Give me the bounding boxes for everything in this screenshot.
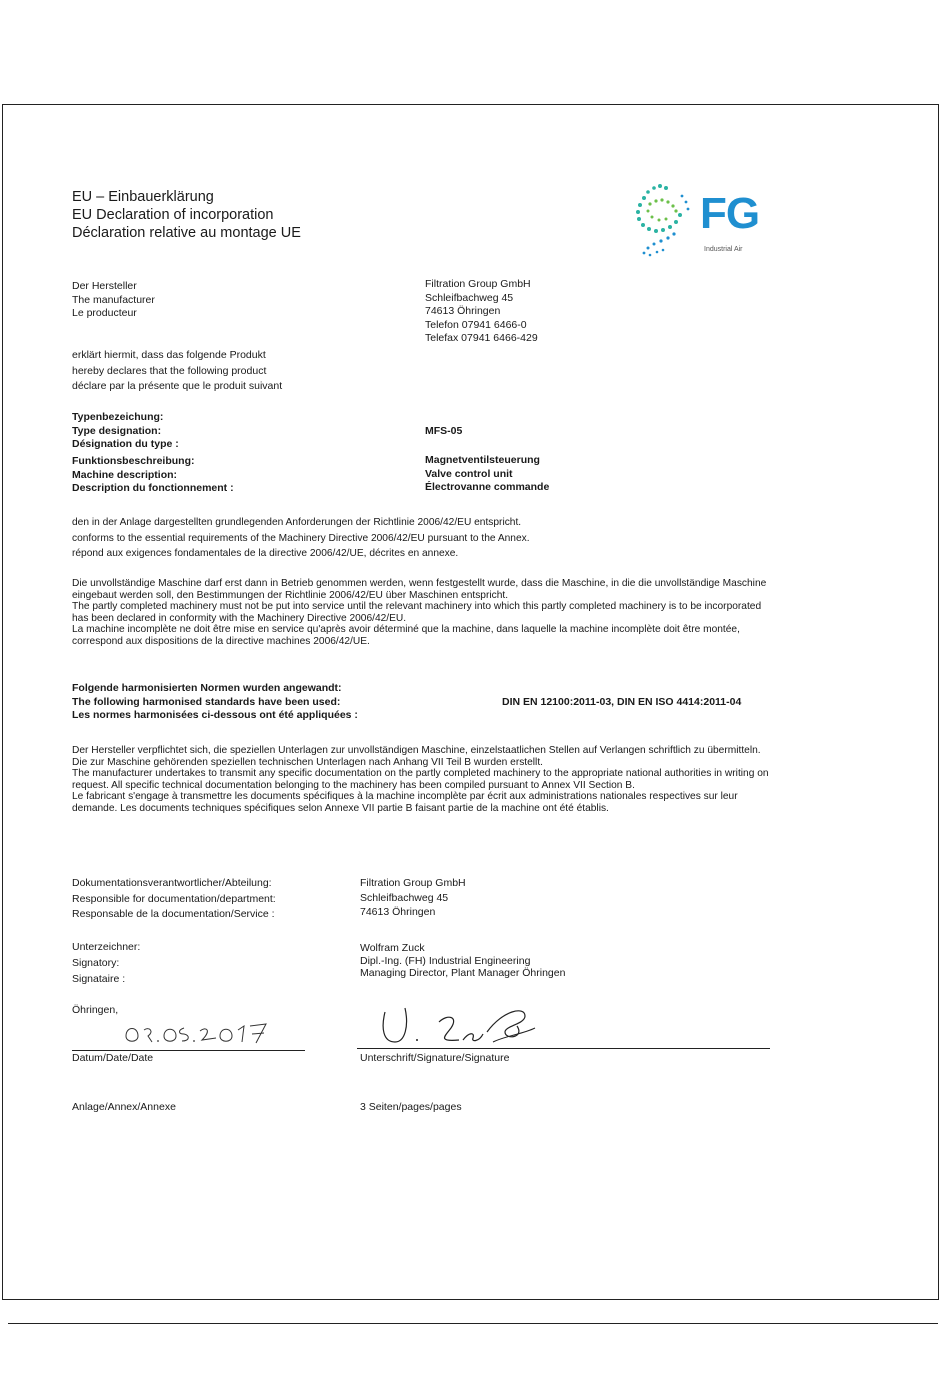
manufacturer-city: 74613 Öhringen [425, 305, 501, 318]
standards-label-en: The following harmonised standards have been used: [72, 695, 341, 708]
responsible-labels [72, 876, 276, 923]
signatory-degree: Dipl.-Ing. (FH) Industrial Engineering [360, 954, 531, 967]
declares-en: hereby declares that the following product [72, 364, 267, 377]
type-label-de: Typenbezeichung: [72, 411, 164, 423]
function-value-de: Magnetventilsteuerung [425, 454, 540, 466]
manufacturer-phone: Telefon 07941 6466-0 [425, 318, 527, 331]
signature-scribble [375, 1002, 545, 1052]
handwritten-date-scribble [122, 1016, 282, 1046]
responsible-street: Schleifbachweg 45 [360, 891, 449, 904]
incomplete-block [72, 578, 772, 648]
responsible-city: 74613 Öhringen [360, 906, 436, 918]
type-label-fr: Désignation du type : [72, 438, 179, 451]
declares-fr: déclare par la présente que le produit suivant [72, 380, 283, 392]
place-text: Öhringen, [72, 1004, 119, 1016]
signature-line [357, 1048, 770, 1049]
manufacturer-label-fr: Le producteur [72, 307, 137, 320]
signatory-name: Wolfram Zuck [360, 942, 425, 954]
documentation-de: Der Hersteller verpflichtet sich, die speziellen Unterlagen zur unvollständigen Maschine, einzelstaatlichen Stellen auf Verlangen schriftlich zu übermitteln. Die zur Maschine gehörenden speziellen technischen Unterlagen nach Anhang VII Teil B wurden erstellt. [72, 745, 761, 768]
title-block [72, 188, 301, 242]
annex-label: Anlage/Annex/Annexe [72, 1101, 176, 1113]
signatory-label-fr: Signataire : [72, 973, 126, 985]
manufacturer-address [425, 278, 538, 346]
responsible-label-fr: Responsable de la documentation/Service : [72, 908, 275, 920]
title-en: EU Declaration of incorporation [72, 207, 274, 223]
type-label-en: Type designation: [72, 424, 162, 437]
responsible-label-de: Dokumentationsverantwortlicher/Abteilung: [72, 877, 272, 889]
signatory-label-de: Unterzeichner: [72, 941, 141, 953]
manufacturer-fax: Telefax 07941 6466-429 [425, 332, 538, 345]
footer-divider [8, 1323, 938, 1324]
declares-de: erklärt hiermit, dass das folgende Produkt [72, 349, 266, 361]
function-label-fr: Description du fonctionnement : [72, 482, 234, 495]
title-de: EU – Einbauerklärung [72, 189, 214, 205]
function-label-en: Machine description: [72, 468, 178, 481]
type-value: MFS-05 [425, 425, 463, 437]
conforms-en: conforms to the essential requirements of the Machinery Directive 2006/42/EU pursuant to the Annex. [72, 532, 530, 544]
documentation-block [72, 745, 772, 815]
documentation-en: The manufacturer undertakes to transmit any specific documentation on the partly completed machinery to the appropriate national authorities in writing on request. All specific technical documentation belonging to the machinery has been compiled pursuant to Annex VII Section B. [72, 768, 769, 791]
date-line [72, 1050, 305, 1051]
incomplete-de: Die unvollständige Maschine darf erst dann in Betrieb genommen werden, wenn festgestellt wurde, dass die Maschine, in die die unvollständige Maschine eingebaut werden soll, den Bestimmungen der Richtlinie 2006/42/EU über Maschinen entspricht. [72, 578, 767, 601]
function-labels [72, 455, 234, 496]
standards-labels [72, 682, 358, 723]
signatory-label-en: Signatory: [72, 957, 120, 969]
function-values [425, 454, 549, 495]
incomplete-fr: La machine incomplète ne doit être mise en service qu'après avoir déterminé que la machine, dans laquelle la machine incomplète doit être montée, correspond aux dispositions de la directive machines 2006/42/UE. [72, 624, 740, 647]
standards-label-fr: Les normes harmonisées ci-dessous ont été appliquées : [72, 709, 358, 722]
declares-block [72, 348, 282, 395]
function-label-de: Funktionsbeschreibung: [72, 455, 195, 467]
logo-subtitle: Industrial Air [704, 246, 743, 253]
standards-label-de: Folgende harmonisierten Normen wurden angewandt: [72, 682, 342, 694]
handwritten-date [122, 1016, 282, 1051]
responsible-name: Filtration Group GmbH [360, 877, 466, 889]
manufacturer-label-en: The manufacturer [72, 293, 155, 306]
signatory-details [360, 942, 565, 980]
incomplete-en: The partly completed machinery must not be put into service until the relevant machinery into which this partly completed machinery is to be incorporated has been declared in conformity with the Machinery Directive 2006/42/EU. [72, 601, 762, 624]
title-fr: Déclaration relative au montage UE [72, 225, 301, 241]
date-label: Datum/Date/Date [72, 1052, 154, 1064]
function-value-en: Valve control unit [425, 467, 513, 480]
signatory-position: Managing Director, Plant Manager Öhringen [360, 967, 566, 979]
documentation-fr: Le fabricant s'engage à transmettre les documents spécifiques à la machine incomplète par écrit aux administrations nationales respectives sur leur demande. Les documents techniques spécifiques selon Annexe VII partie B faisant partie de la machine ont été établis. [72, 791, 738, 814]
manufacturer-labels [72, 280, 155, 321]
function-value-fr: Électrovanne commande [425, 481, 550, 494]
responsible-address [360, 876, 466, 920]
type-labels [72, 411, 179, 452]
standards-value: DIN EN 12100:2011-03, DIN EN ISO 4414:2011-04 [502, 696, 742, 708]
manufacturer-label-de: Der Hersteller [72, 280, 137, 292]
conforms-fr: répond aux exigences fondamentales de la directive 2006/42/UE, décrites en annexe. [72, 548, 459, 559]
signature-label: Unterschrift/Signature/Signature [360, 1052, 510, 1064]
signatory-labels [72, 939, 140, 987]
manufacturer-street: Schleifbachweg 45 [425, 291, 514, 304]
swirl-dots-icon [630, 180, 698, 260]
annex-value: 3 Seiten/pages/pages [360, 1101, 462, 1113]
fg-logo [630, 180, 790, 260]
conforms-de: den in der Anlage dargestellten grundlegenden Anforderungen der Richtlinie 2006/42/EU entspricht. [72, 517, 522, 528]
conforms-block [72, 515, 530, 562]
logo-text: FG [700, 189, 760, 238]
responsible-label-en: Responsible for documentation/department: [72, 892, 276, 905]
manufacturer-name: Filtration Group GmbH [425, 278, 531, 290]
